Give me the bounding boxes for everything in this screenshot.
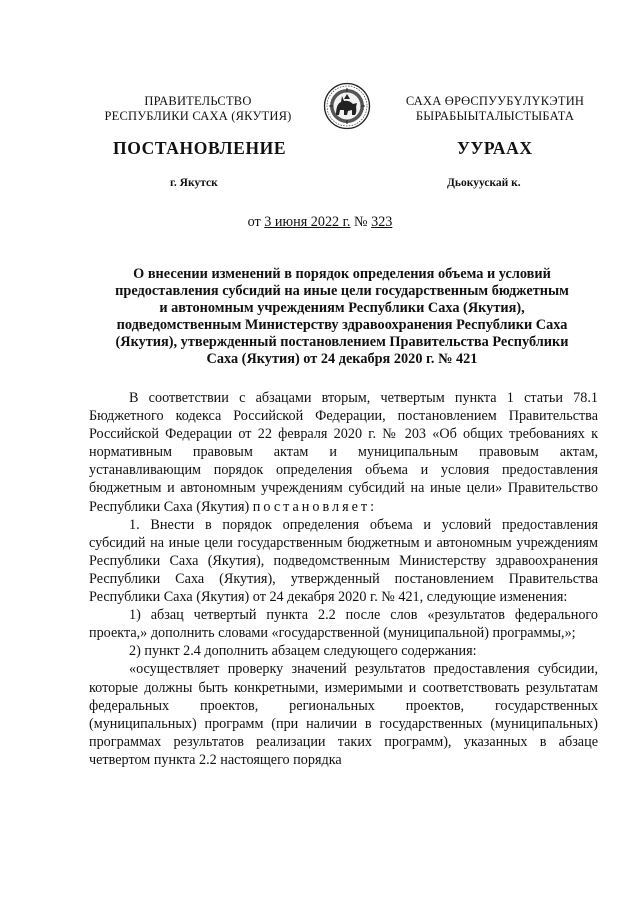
date-number-line — [0, 214, 640, 231]
subitem-1-paragraph: 1) абзац четвертый пункта 2.2 после слов «результатов федерального проекта,» дополнить словами «государственной (муниципальной) программы,»; — [89, 607, 598, 642]
city-russian: г. Якутск — [170, 177, 218, 189]
header-right-block — [388, 94, 602, 124]
preamble-paragraph — [89, 389, 598, 516]
decree-number: 323 — [371, 214, 393, 230]
number-label: № — [350, 214, 372, 230]
title-yakut: УУРААХ — [457, 138, 533, 158]
header-left-block — [98, 94, 298, 124]
header-right-line2: БЫРАБЫЫТАЛЫСТЫБАТА — [415, 109, 575, 123]
title-russian: ПОСТАНОВЛЕНИЕ — [113, 138, 287, 158]
preamble-text: В соответствии с абзацами вторым, четвертым пункта 1 статьи 78.1 Бюджетного кодекса Российской Федерации, постановлением Правительства Российской Федерации от 22 февраля 2020 г. № 203 «Об общих требованиях к нормативным правовым актам и муниципальным правовым актам, устанавливающим порядок определения объема и условия предоставления бюджетным и автономным учреждениям субсидий на иные цели» Правительство Республики Саха (Якутия) — [89, 390, 598, 515]
city-yakut: Дьокуускай к. — [447, 177, 521, 189]
subject-line: О внесении изменений в порядок определения объема и условий — [133, 266, 551, 282]
header-left-line1: ПРАВИТЕЛЬСТВО — [144, 94, 252, 108]
item-1-paragraph: 1. Внести в порядок определения объема и условий предоставления субсидий на иные цели государственным бюджетным и автономным учреждениям Республики Саха (Якутия), подведомственным Министерству здравоохранения Республики Саха (Якутия), утвержденный постановлением Правительства Республики Саха (Якутия) от 24 декабря 2020 г. № 421, следующие изменения: — [89, 516, 598, 606]
subject-line: Саха (Якутия) от 24 декабря 2020 г. № 421 — [206, 351, 478, 367]
header-right-line1: САХА ӨРӨСПУУБҮЛҮКЭТИН — [405, 94, 585, 108]
header-left-line2: РЕСПУБЛИКИ САХА (ЯКУТИЯ) — [104, 109, 292, 123]
subject-line: (Якутия), утвержденный постановлением Правительства Республики — [115, 334, 569, 350]
decree-body — [89, 389, 598, 769]
subject-line: предоставления субсидий на иные цели государственным бюджетным — [115, 283, 569, 299]
quote-paragraph: «осуществляет проверку значений результатов предоставления субсидии, которые должны быть конкретными, измеримыми и соответствовать результатам федеральных проектов, региональных проектов, государственных (муниципальных) программ (при наличии в государственных (муниципальных) программах результатов реализации таких программ), указанных в абзаце четвертом пункта 2.2 настоящего порядка — [89, 661, 598, 768]
subject-line: и автономным учреждениям Республики Саха (Якутия), — [159, 300, 525, 316]
decree-word: постановляет: — [252, 498, 378, 515]
subject-line: подведомственным Министерству здравоохранения Республики Саха — [116, 317, 568, 333]
subitem-2-paragraph: 2) пункт 2.4 дополнить абзацем следующего содержания: — [129, 643, 477, 660]
date-prefix: от — [247, 214, 265, 230]
coat-of-arms-emblem-icon — [323, 82, 371, 130]
decree-subject — [88, 266, 596, 368]
decree-date: 3 июня 2022 г. — [264, 214, 351, 230]
